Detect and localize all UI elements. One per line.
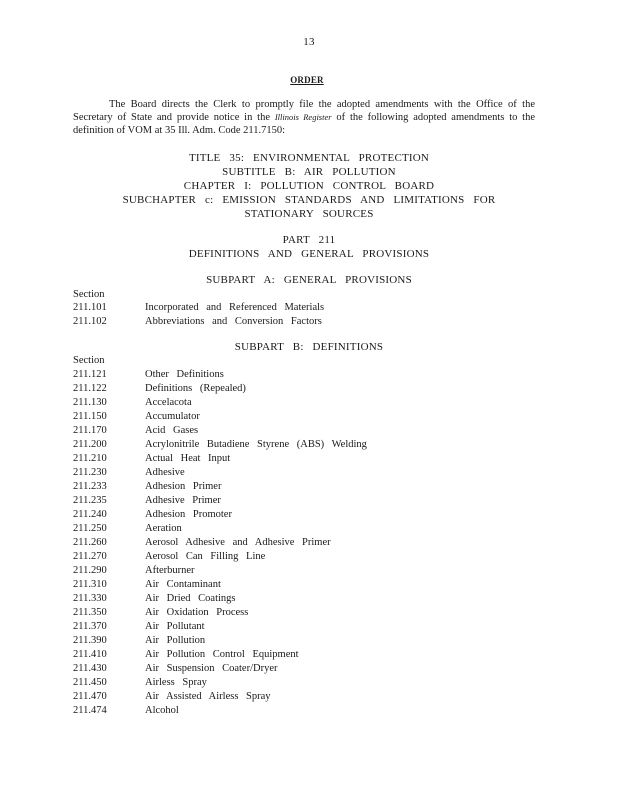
- chapter-heading: CHAPTER I: POLLUTION CONTROL BOARD: [183, 180, 435, 192]
- section-title: Accumulator: [145, 411, 200, 422]
- section-number: 211.350: [73, 607, 107, 618]
- section-number: 211.130: [73, 397, 107, 408]
- subpart-b-heading: SUBPART B: DEFINITIONS: [234, 341, 384, 353]
- section-number: 211.240: [73, 509, 107, 520]
- section-number: 211.210: [73, 453, 107, 464]
- intro-text-after: of the following adopted amendments to the definition of VOM at 35 Ill. Adm. Code 211.7150:: [73, 112, 536, 136]
- section-title: Air Contaminant: [145, 579, 221, 590]
- section-title: Aerosol Adhesive and Adhesive Primer: [145, 537, 331, 548]
- section-title: Abbreviations and Conversion Factors: [145, 316, 322, 327]
- section-number: 211.310: [73, 579, 107, 590]
- intro-italic-journal: Illinois Register: [274, 112, 332, 122]
- section-title: Definitions (Repealed): [145, 383, 246, 394]
- section-number: 211.270: [73, 551, 107, 562]
- section-title: Adhesion Promoter: [145, 509, 232, 520]
- section-number: 211.250: [73, 523, 107, 534]
- section-number: 211.450: [73, 677, 107, 688]
- section-title: Afterburner: [145, 565, 195, 576]
- subpart-b-section-label: Section: [73, 355, 105, 366]
- section-title: Accelacota: [145, 397, 192, 408]
- section-number: 211.121: [73, 369, 107, 380]
- section-title: Aerosol Can Filling Line: [145, 551, 266, 562]
- section-title: Air Assisted Airless Spray: [145, 691, 271, 702]
- section-title: Alcohol: [145, 705, 179, 716]
- section-title: Air Dried Coatings: [145, 593, 236, 604]
- section-title: Other Definitions: [145, 369, 224, 380]
- page-number: 13: [303, 36, 315, 48]
- section-title: Acid Gases: [145, 425, 199, 436]
- section-number: 211.230: [73, 467, 107, 478]
- section-number: 211.330: [73, 593, 107, 604]
- subpart-a-heading: SUBPART A: GENERAL PROVISIONS: [206, 274, 412, 286]
- section-number: 211.233: [73, 481, 107, 492]
- section-title: Aeration: [145, 523, 182, 534]
- order-heading: ORDER: [290, 75, 324, 85]
- section-number: 211.410: [73, 649, 107, 660]
- section-number: 211.102: [73, 316, 107, 327]
- section-title: Air Pollution: [145, 635, 206, 646]
- section-title: Airless Spray: [145, 677, 207, 688]
- section-title: Air Pollution Control Equipment: [145, 649, 299, 660]
- section-number: 211.370: [73, 621, 107, 632]
- subchapter-heading-line1: SUBCHAPTER c: EMISSION STANDARDS AND LIMITATIONS FOR: [122, 194, 496, 206]
- section-number: 211.470: [73, 691, 107, 702]
- section-number: 211.390: [73, 635, 107, 646]
- title-heading: TITLE 35: ENVIRONMENTAL PROTECTION: [188, 152, 430, 164]
- section-title: Actual Heat Input: [145, 453, 231, 464]
- section-number: 211.170: [73, 425, 107, 436]
- section-title: Air Oxidation Process: [145, 607, 249, 618]
- subpart-a-section-label: Section: [73, 289, 105, 300]
- section-title: Adhesive: [145, 467, 185, 478]
- subchapter-heading-line2: STATIONARY SOURCES: [244, 208, 374, 220]
- section-number: 211.101: [73, 302, 107, 313]
- section-title: Adhesive Primer: [145, 495, 221, 506]
- section-title: Acrylonitrile Butadiene Styrene (ABS) Welding: [145, 439, 367, 450]
- section-number: 211.235: [73, 495, 107, 506]
- section-number: 211.430: [73, 663, 107, 674]
- section-number: 211.122: [73, 383, 107, 394]
- section-number: 211.260: [73, 537, 107, 548]
- section-title: Air Pollutant: [145, 621, 205, 632]
- section-number: 211.474: [73, 705, 107, 716]
- intro-paragraph: [73, 98, 535, 137]
- section-number: 211.290: [73, 565, 107, 576]
- subtitle-heading: SUBTITLE B: AIR POLLUTION: [222, 166, 396, 178]
- part-heading: PART 211: [282, 234, 336, 246]
- section-title: Adhesion Primer: [145, 481, 222, 492]
- section-title: Air Suspension Coater/Dryer: [145, 663, 278, 674]
- intro-text-before: The Board directs the Clerk to promptly file the adopted amendments with the Office of the Secretary of State and provide notice in the: [73, 99, 535, 123]
- part-title: DEFINITIONS AND GENERAL PROVISIONS: [188, 248, 430, 260]
- section-title: Incorporated and Referenced Materials: [145, 302, 325, 313]
- section-number: 211.150: [73, 411, 107, 422]
- section-number: 211.200: [73, 439, 107, 450]
